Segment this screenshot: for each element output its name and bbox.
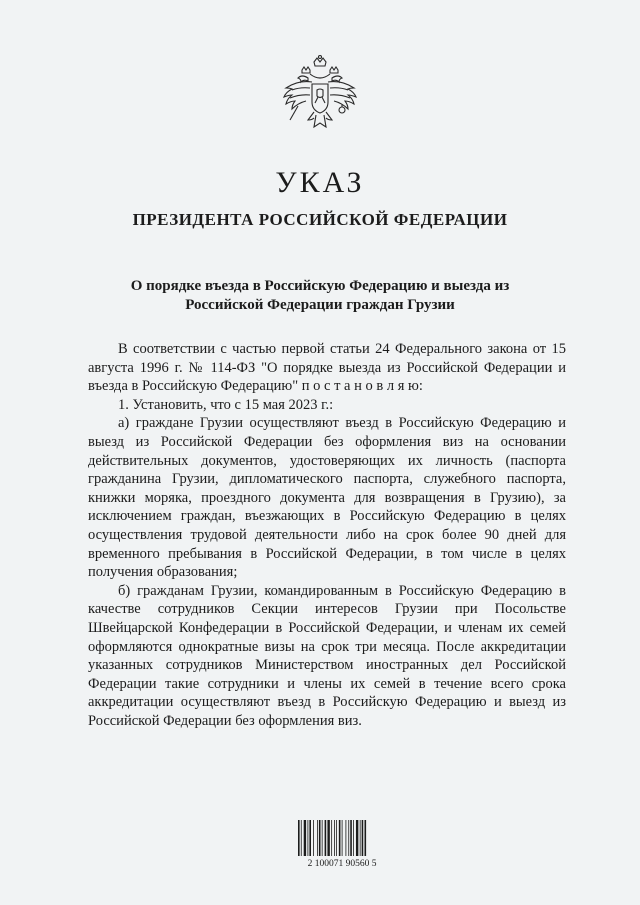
barcode-icon [296,820,388,858]
coat-of-arms-emblem-icon [274,52,366,144]
preamble-paragraph: В соответствии с частью первой статьи 24 Федерального закона от 15 августа 1996 г. № 114-ФЗ "О порядке выезда из Российской Федерации и въезда в Российскую Федерацию" п о с т а н о в л я ю: [88,341,566,395]
barcode [296,820,388,869]
decree-heading [100,277,540,315]
clause-1-paragraph: 1. Установить, что с 15 мая 2023 г.: [118,396,334,413]
heading-line-1: О порядке въезда в Российскую Федерацию и выезда из [130,278,510,294]
issuer-subtitle: ПРЕЗИДЕНТА РОССИЙСКОЙ ФЕДЕРАЦИИ [132,210,508,229]
heading-line-2: Российской Федерации граждан Грузии [185,297,455,313]
clause-1a-paragraph: а) граждане Грузии осуществляют въезд в Российскую Федерацию и выезд из Российской Федерации без оформления виз на основании действительных документов, удостоверяющих их личность (паспорта гражданина Грузии, дипломатического паспорта, служебного паспорта, книжки моряка, проездного документа для возвращения в Грузию), за исключением граждан, въезжающих в Российскую Федерацию в целях осуществления трудовой деятельности либо на срок более 90 дней для временного пребывания в Российской Федерации, в том числе в целях получения образования; [88,415,566,581]
decree-body [88,340,566,730]
clause-1b-paragraph: б) гражданам Грузии, командированным в Российскую Федерацию в качестве сотрудников Секции интересов Грузии при Посольстве Швейцарской Конфедерации в Российской Федерации, и членам их семей оформляются однократные визы на срок три месяца. После аккредитации указанных сотрудников Министерством иностранных дел Российской Федерации такие сотрудники и члены их семей в течение всего срока аккредитации осуществляют въезд в Российскую Федерацию и выезд из Российской Федерации без оформления виз. [88,582,566,729]
decree-title: УКАЗ [275,166,365,199]
barcode-number: 2 100071 90560 5 [307,859,377,869]
